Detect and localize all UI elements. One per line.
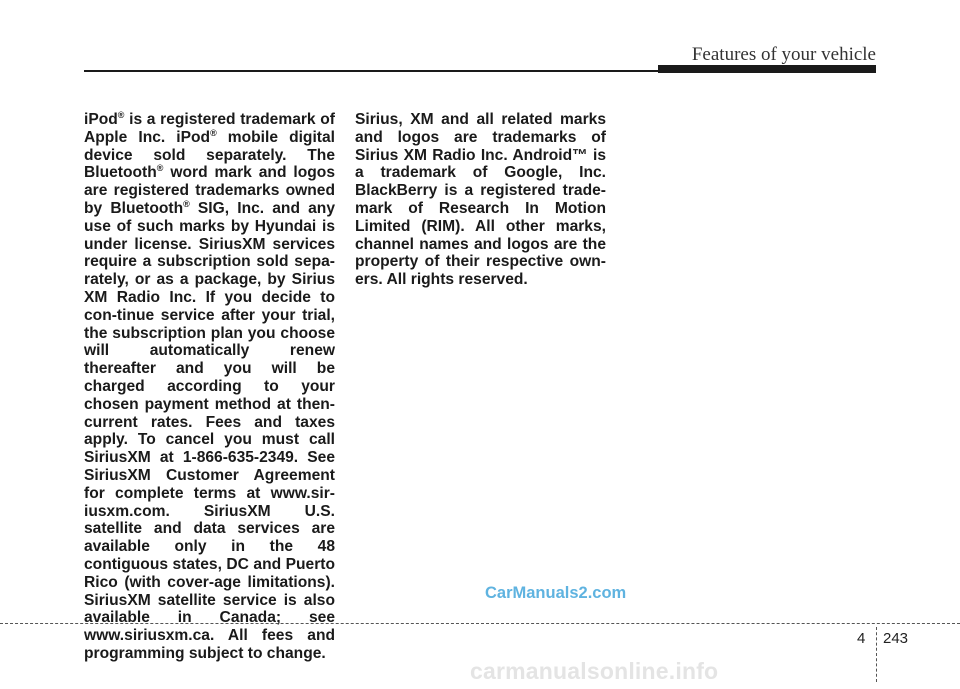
header-rule-thick [658, 65, 876, 73]
trademark-paragraph-continued: Sirius, XM and all related marks and logos are trademarks of Sirius XM Radio Inc. Android™ is a trademark of Google, Inc. BlackBerry is a registered trade-mark of Research In Motion Limited (RIM). All other marks, channel names and logos are the property of their respective own-ers. All rights reserved. [355, 111, 606, 289]
trademark-paragraph [84, 111, 335, 663]
chapter-number: 4 [857, 630, 866, 647]
right-text-column [355, 111, 606, 289]
left-text-column [84, 111, 335, 663]
site-watermark: carmanualsonline.info [470, 658, 719, 684]
registered-mark: ® [117, 110, 125, 120]
registered-mark: ® [183, 198, 190, 209]
text-run: mobile digital device sold separately. The Bluetooth [84, 128, 335, 182]
text-run: is a registered trademark of Apple Inc. iPod [84, 111, 335, 146]
page-number: 243 [883, 630, 909, 647]
header-rule-thin [84, 70, 660, 72]
registered-mark: ® [156, 163, 164, 174]
registered-mark: ® [210, 127, 217, 138]
text-run: word mark and logos are registered trademarks owned by Bluetooth [84, 164, 335, 217]
footer-dashed-line [0, 623, 960, 624]
text-run: SIG, Inc. and any use of such marks by Hyundai is under license. SiriusXM services require a subscription sold sepa-rately, or as a package, by Sirius XM Radio Inc. If you decide to con-tinue service after your trial, the subscription plan you choose will automatically renew thereafter and you will be charged according to your chosen payment method at then-current rates. Fees and taxes apply. To cancel you must call SiriusXM at 1-866-635-2349. See SiriusXM Customer Agreement for complete terms at www.sir-iusxm.com. SiriusXM U.S. satellite and data services are available only in the 48 contiguous states, DC and Puerto Rico (with cover-age limitations). SiriusXM satellite service is also available in Canada; see www.siriusxm.ca. All fees and programming subject to change. [84, 199, 335, 662]
page-header-title: Features of your vehicle [691, 44, 876, 65]
carmanuals-watermark: CarManuals2.com [485, 584, 627, 602]
page-number-divider [876, 627, 877, 682]
text-run: iPod [84, 111, 118, 128]
